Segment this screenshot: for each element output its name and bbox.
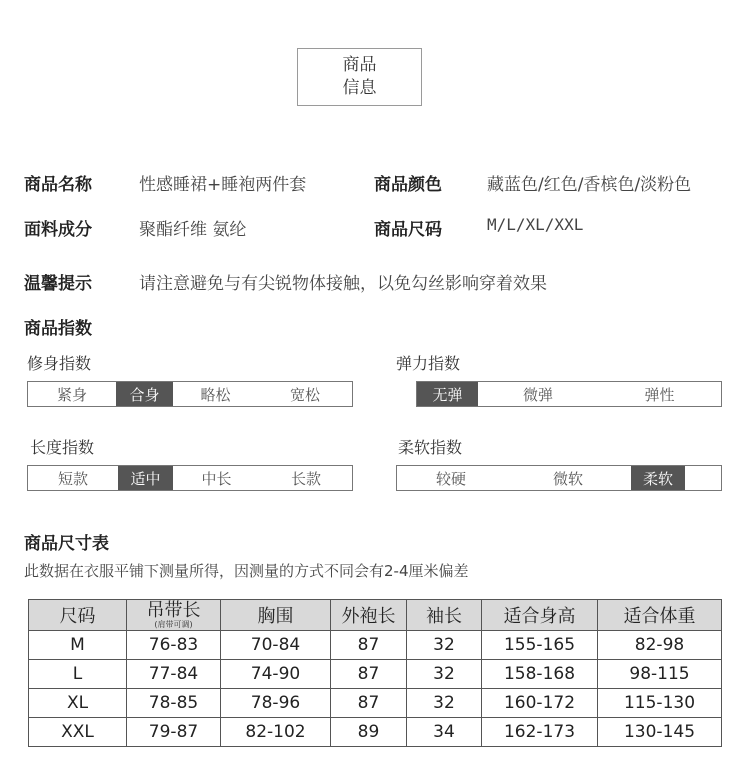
size-table-header-row: [29, 600, 722, 631]
cell-strap: 76-83: [127, 631, 221, 660]
soft-index-scale: [396, 465, 722, 491]
header-strap-note: (肩带可调): [154, 619, 193, 629]
cell-bust: 82-102: [221, 718, 331, 747]
table-row: [29, 689, 722, 718]
soft-option-spacer: [685, 466, 721, 490]
cell-strap: 79-87: [127, 718, 221, 747]
header-size: 尺码: [29, 600, 127, 631]
product-color-value: 藏蓝色/红色/香槟色/淡粉色: [487, 175, 692, 195]
stretch-option: 弹性: [644, 385, 675, 404]
header-height: 适合身高: [482, 600, 598, 631]
cell-strap: 77-84: [127, 660, 221, 689]
product-size-label: 商品尺码: [374, 220, 442, 240]
tip-value: 请注意避免与有尖锐物体接触，以免勾丝影响穿着效果: [139, 274, 547, 294]
fit-index-label: 修身指数: [27, 354, 92, 373]
cell-bust: 70-84: [221, 631, 331, 660]
cell-height: 162-173: [482, 718, 598, 747]
table-row: [29, 660, 722, 689]
tip-label: 温馨提示: [24, 274, 92, 294]
cell-sleeve: 34: [407, 718, 482, 747]
fabric-value: 聚酯纤维 氨纶: [139, 220, 247, 240]
cell-weight: 115-130: [598, 689, 722, 718]
fit-option: 紧身: [56, 385, 87, 404]
cell-weight: 98-115: [598, 660, 722, 689]
soft-option: 微软: [552, 469, 583, 488]
length-option: 短款: [57, 469, 88, 488]
section-title-line2: 信息: [342, 78, 377, 98]
fit-option: 略松: [200, 385, 231, 404]
soft-option: 较硬: [435, 469, 466, 488]
fit-index-scale: [27, 381, 353, 407]
length-option: 长款: [290, 469, 321, 488]
product-name-label: 商品名称: [24, 175, 92, 195]
cell-size: L: [29, 660, 127, 689]
cell-robe: 87: [331, 660, 407, 689]
header-sleeve-length: 袖长: [407, 600, 482, 631]
stretch-option-selected: 无弹: [417, 382, 478, 406]
product-color-label: 商品颜色: [374, 175, 442, 195]
index-title: 商品指数: [24, 319, 92, 339]
cell-strap: 78-85: [127, 689, 221, 718]
stretch-index-scale: [416, 381, 722, 407]
product-size-value: M/L/XL/XXL: [487, 215, 584, 234]
stretch-option: 微弹: [522, 385, 553, 404]
soft-option-selected: 柔软: [631, 466, 685, 490]
cell-robe: 87: [331, 689, 407, 718]
table-row: [29, 631, 722, 660]
size-table: [28, 599, 722, 747]
cell-weight: 82-98: [598, 631, 722, 660]
section-title-line1: 商品: [342, 55, 377, 75]
cell-bust: 78-96: [221, 689, 331, 718]
fit-option: 宽松: [289, 385, 320, 404]
cell-size: M: [29, 631, 127, 660]
length-index-scale: [27, 465, 353, 491]
table-row: [29, 718, 722, 747]
header-weight: 适合体重: [598, 600, 722, 631]
header-robe-length: 外袍长: [331, 600, 407, 631]
header-strap-length: [127, 600, 221, 631]
section-title-box: [297, 48, 422, 106]
cell-weight: 130-145: [598, 718, 722, 747]
product-name-value: 性感睡裙+睡袍两件套: [139, 175, 307, 195]
cell-bust: 74-90: [221, 660, 331, 689]
size-chart-note: 此数据在衣服平铺下测量所得，因测量的方式不同会有2-4厘米偏差: [24, 562, 469, 580]
cell-size: XL: [29, 689, 127, 718]
cell-size: XXL: [29, 718, 127, 747]
cell-height: 160-172: [482, 689, 598, 718]
cell-sleeve: 32: [407, 689, 482, 718]
stretch-index-label: 弹力指数: [396, 354, 461, 373]
cell-sleeve: 32: [407, 631, 482, 660]
cell-height: 155-165: [482, 631, 598, 660]
length-option-selected: 适中: [118, 466, 173, 490]
header-strap-length-label: 吊带长: [146, 599, 201, 621]
cell-robe: 89: [331, 718, 407, 747]
soft-index-label: 柔软指数: [398, 438, 463, 457]
size-chart-title: 商品尺寸表: [24, 534, 109, 554]
cell-sleeve: 32: [407, 660, 482, 689]
fit-option-selected: 合身: [116, 382, 173, 406]
cell-robe: 87: [331, 631, 407, 660]
length-index-label: 长度指数: [30, 438, 95, 457]
header-bust: 胸围: [221, 600, 331, 631]
fabric-label: 面料成分: [24, 220, 92, 240]
cell-height: 158-168: [482, 660, 598, 689]
length-option: 中长: [201, 469, 232, 488]
